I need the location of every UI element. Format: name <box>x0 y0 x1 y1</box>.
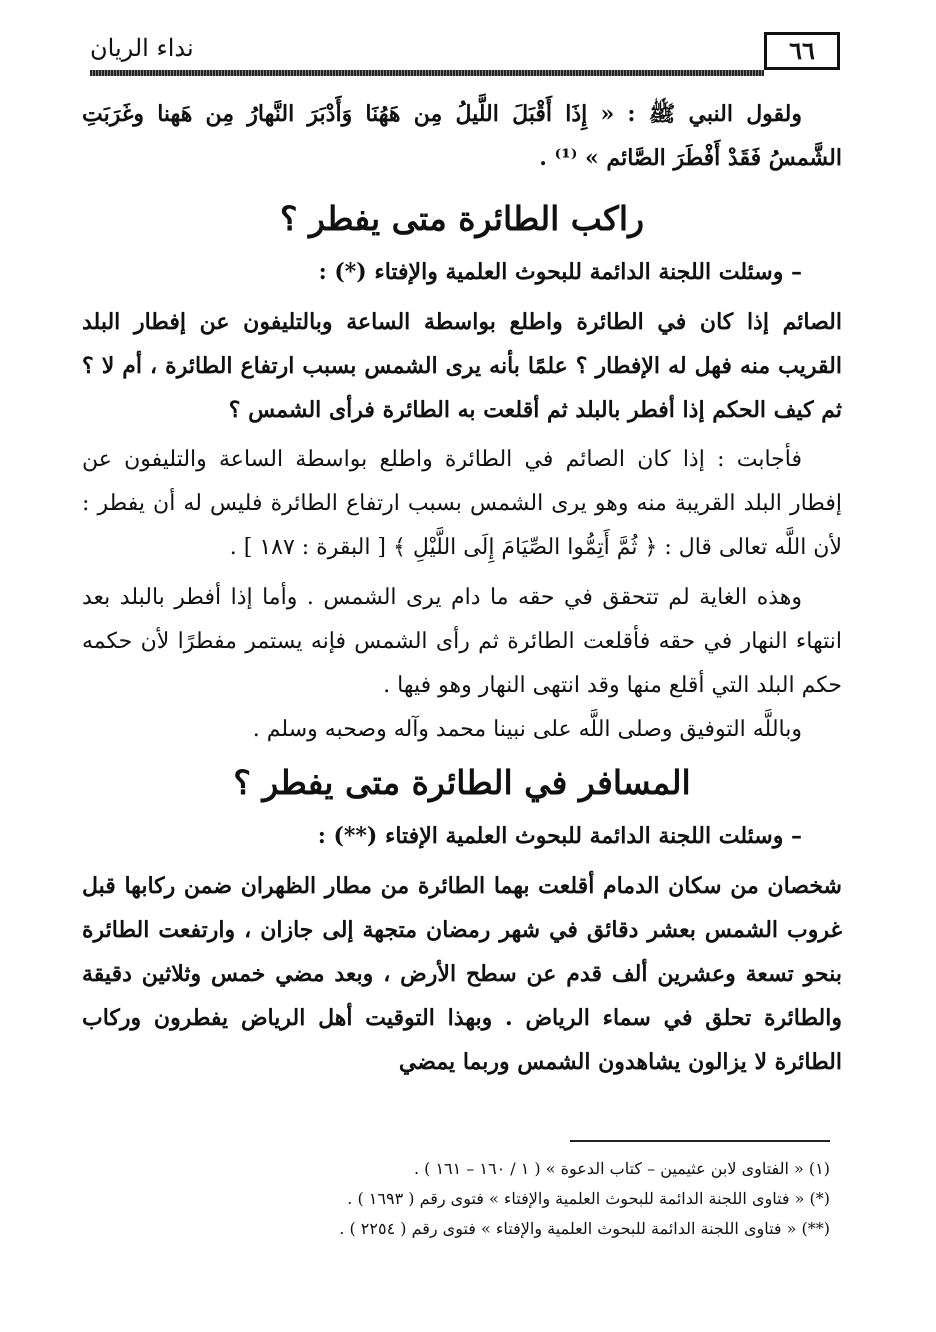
question-text: الصائم إذا كان في الطائرة واطلع بواسطة الساعة وبالتليفون عن إفطار البلد القريب منه فهل له الإفطار ؟ علمًا بأنه يرى الشمس بسبب ارتفاع الطائرة ، أم لا ؟ ثم كيف الحكم إذا أفطر بالبلد ثم أقلعت به الطائرة فرأى الشمس ؟ <box>82 309 842 423</box>
footnotes <box>100 1140 830 1244</box>
question-text: شخصان من سكان الدمام أقلعت بهما الطائرة من مطار الظهران ضمن ركابها قبل غروب الشمس بعشر دقائق في شهر رمضان متجهة إلى جازان ، وارتفعت الطائرة بنحو تسعة وعشرين ألف قدم عن سطح الأرض ، وبعد مضي خمس وثلاثين دقيقة والطائرة تحلق في سماء الرياض . وبهذا التوقيت أهل الرياض يفطرون وركاب الطائرة لا يزالون يشاهدون الشمس وربما يمضي <box>82 873 842 1075</box>
footnote: (**) « فتاوى اللجنة الدائمة للبحوث العلمية والإفتاء » فتوى رقم ( ٢٢٥٤ ) . <box>339 1219 830 1238</box>
page-header <box>90 28 840 76</box>
page-number: ٦٦ <box>764 32 840 70</box>
hadith-paragraph: ولقول النبي ﷺ : « إِذَا أَقْبَلَ اللَّيلُ مِن هَهُنَا وَأَدْبَرَ النَّهارُ مِن هَهنا وغَرَبَتِ الشَّمسُ فَقَدْ أَفْطَرَ الصَّائم » ⁽¹⁾ . <box>82 101 842 171</box>
footnote: (١) « الفتاوى لابن عثيمين – كتاب الدعوة » ( ١ / ١٦٠ – ١٦١ ) . <box>413 1159 830 1178</box>
section-heading-traveler: المسافر في الطائرة متى يفطر ؟ <box>233 763 691 802</box>
answer-paragraph: وهذه الغاية لم تتحقق في حقه ما دام يرى الشمس . وأما إذا أفطر بالبلد بعد انتهاء النهار في حقه فأقلعت الطائرة ثم رأى الشمس فإنه يستمر مفطرًا لأن حكمه حكم البلد التي أقلع منها وقد انتهى النهار وهو فيها . <box>82 585 842 698</box>
book-title: نداء الريان <box>90 34 194 62</box>
answer-paragraph: فأجابت : إذا كان الصائم في الطائرة واطلع بواسطة الساعة والتليفون عن إفطار البلد القريبة منه وهو يرى الشمس بسبب ارتفاع الطائرة فليس له أن يفطر : لأن اللَّه تعالى قال : ﴿ ثُمَّ أَتِمُّوا الصِّيَامَ إِلَى اللَّيْلِ ﴾ [ البقرة : ١٨٧ ] . <box>82 447 842 560</box>
section-heading-airplane-passenger: راكب الطائرة متى يفطر ؟ <box>279 199 644 238</box>
closing-line: وباللَّه التوفيق وصلى اللَّه على نبينا محمد وآله وصحبه وسلم . <box>252 717 802 742</box>
footnote-rule <box>570 1140 830 1142</box>
question-intro: – وسئلت اللجنة الدائمة للبحوث العلمية والإفتاء (*) : <box>318 259 802 285</box>
question-intro: – وسئلت اللجنة الدائمة للبحوث العلمية الإفتاء (**) : <box>317 823 802 849</box>
header-rule <box>90 70 764 76</box>
footnote: (*) « فتاوى اللجنة الدائمة للبحوث العلمية والإفتاء » فتوى رقم ( ١٦٩٣ ) . <box>347 1189 830 1208</box>
main-text <box>82 92 842 1084</box>
